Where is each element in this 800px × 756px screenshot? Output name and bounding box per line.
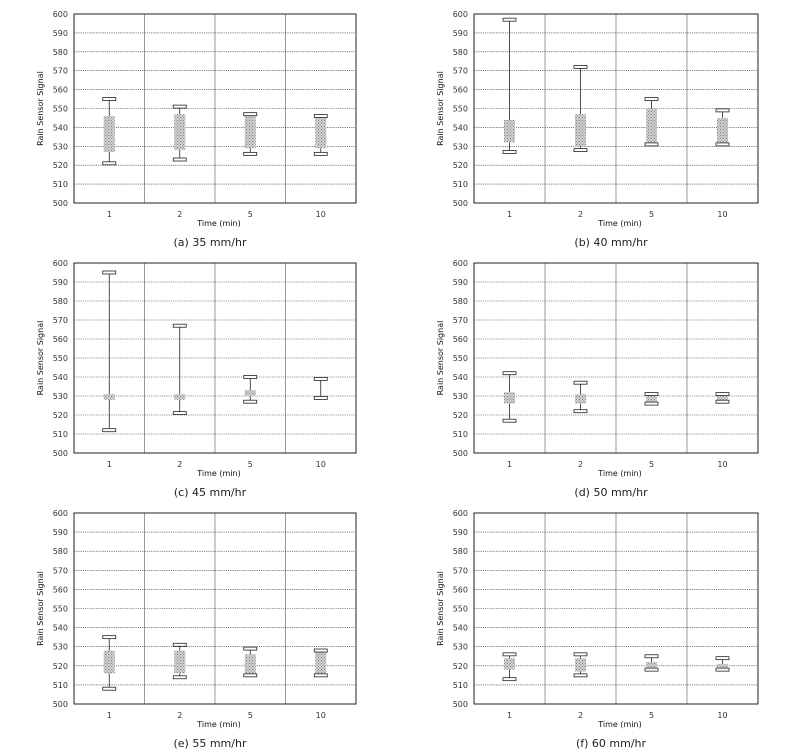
y-tick-label: 540 [52, 123, 68, 133]
box-body [104, 651, 115, 674]
y-tick-label: 520 [52, 161, 68, 171]
box-1 [103, 636, 116, 691]
min-cap [314, 396, 327, 399]
max-cap [716, 109, 729, 112]
panel-caption: (e) 55 mm/hr [173, 737, 247, 750]
y-axis-label: Rain Sensor Signal [36, 571, 45, 646]
x-tick-label: 1 [106, 460, 112, 469]
y-tick-label: 600 [452, 10, 468, 19]
y-tick-label: 520 [52, 411, 68, 420]
y-tick-label: 550 [452, 354, 468, 363]
max-cap [314, 377, 327, 380]
max-cap [173, 324, 186, 327]
y-tick-label: 510 [452, 180, 468, 190]
box-body [575, 658, 586, 671]
box-10 [314, 649, 327, 677]
panel-caption: (f) 60 mm/hr [575, 737, 647, 750]
x-tick-label: 1 [506, 460, 513, 469]
x-tick-label: 5 [648, 460, 655, 469]
y-tick-label: 600 [52, 10, 68, 19]
min-cap [716, 143, 729, 146]
box-1 [503, 18, 516, 153]
max-cap [574, 653, 587, 656]
min-cap [244, 400, 257, 403]
max-cap [314, 649, 327, 652]
box-body [717, 118, 728, 143]
y-tick-label: 570 [52, 66, 68, 76]
max-cap [645, 98, 658, 101]
max-cap [244, 647, 257, 650]
y-tick-label: 530 [452, 142, 468, 152]
x-axis-label: Time (min) [197, 469, 241, 478]
x-axis-label: Time (min) [598, 219, 642, 228]
max-cap [574, 381, 587, 384]
min-cap [503, 419, 516, 422]
box-5 [645, 393, 658, 406]
box-10 [716, 109, 729, 146]
y-tick-label: 590 [52, 28, 68, 38]
box-2 [173, 643, 186, 678]
max-cap [244, 376, 257, 379]
box-5 [244, 376, 257, 404]
box-body [245, 114, 256, 148]
box-2 [574, 381, 587, 413]
box-10 [314, 377, 327, 399]
y-tick-label: 540 [452, 623, 468, 633]
y-tick-label: 580 [452, 47, 468, 57]
box-5 [645, 98, 658, 146]
y-tick-label: 570 [452, 316, 468, 325]
y-axis-label: Rain Sensor Signal [36, 320, 45, 396]
max-cap [103, 636, 116, 639]
max-cap [314, 115, 327, 118]
y-tick-label: 530 [52, 642, 68, 652]
min-cap [645, 143, 658, 146]
y-tick-label: 590 [452, 278, 468, 287]
chart-panel-5 [36, 509, 356, 750]
panel-caption: (a) 35 mm/hr [173, 236, 247, 249]
min-cap [503, 150, 516, 153]
y-tick-label: 540 [52, 623, 68, 633]
box-body [104, 394, 115, 400]
min-cap [244, 152, 257, 155]
y-tick-label: 600 [452, 259, 468, 268]
x-tick-label: 1 [106, 210, 112, 219]
y-tick-label: 550 [52, 604, 68, 614]
x-tick-label: 1 [106, 711, 112, 720]
y-axis-label: Rain Sensor Signal [436, 71, 445, 146]
y-tick-label: 530 [452, 642, 468, 652]
min-cap [645, 402, 658, 405]
box-1 [503, 653, 516, 681]
x-tick-label: 2 [577, 460, 584, 469]
chart-panel-4 [436, 259, 758, 499]
y-tick-label: 500 [52, 700, 68, 709]
y-tick-label: 570 [52, 316, 68, 325]
x-axis-label: Time (min) [197, 219, 241, 228]
y-tick-label: 590 [52, 528, 68, 538]
y-axis-label: Rain Sensor Signal [436, 320, 445, 396]
y-tick-label: 500 [452, 199, 468, 208]
y-tick-label: 560 [52, 335, 68, 344]
x-tick-label: 10 [717, 460, 728, 469]
y-tick-label: 550 [52, 354, 68, 363]
x-axis-label: Time (min) [197, 720, 241, 729]
y-tick-label: 530 [52, 392, 68, 401]
min-cap [173, 412, 186, 415]
box-body [245, 390, 256, 396]
x-axis-label: Time (min) [598, 720, 642, 729]
y-tick-label: 580 [52, 297, 68, 306]
x-tick-label: 2 [177, 210, 183, 219]
max-cap [503, 372, 516, 375]
max-cap [645, 393, 658, 396]
y-tick-label: 560 [452, 335, 468, 344]
max-cap [244, 113, 257, 116]
max-cap [503, 18, 516, 21]
max-cap [173, 643, 186, 646]
min-cap [244, 674, 257, 677]
x-tick-label: 10 [315, 460, 326, 469]
y-tick-label: 600 [452, 509, 468, 518]
y-tick-label: 510 [452, 430, 468, 439]
x-tick-label: 10 [717, 711, 728, 720]
x-tick-label: 5 [247, 711, 253, 720]
y-tick-label: 580 [452, 547, 468, 557]
y-tick-label: 600 [52, 509, 68, 518]
y-tick-label: 570 [452, 66, 468, 76]
box-10 [314, 115, 327, 156]
x-tick-label: 5 [648, 711, 655, 720]
y-tick-label: 560 [452, 585, 468, 595]
y-tick-label: 520 [452, 161, 468, 171]
y-tick-label: 540 [452, 373, 468, 382]
y-tick-label: 510 [52, 680, 68, 690]
min-cap [503, 678, 516, 681]
box-1 [103, 271, 116, 432]
x-tick-label: 10 [717, 210, 728, 219]
min-cap [716, 400, 729, 403]
min-cap [314, 152, 327, 155]
min-cap [103, 687, 116, 690]
min-cap [645, 668, 658, 671]
y-tick-label: 560 [52, 585, 68, 595]
y-tick-label: 500 [52, 199, 68, 208]
y-tick-label: 520 [452, 411, 468, 420]
x-tick-label: 2 [577, 210, 584, 219]
box-2 [173, 324, 186, 414]
y-tick-label: 580 [52, 547, 68, 557]
max-cap [503, 653, 516, 656]
y-tick-label: 560 [52, 85, 68, 95]
x-tick-label: 5 [247, 210, 253, 219]
y-tick-label: 600 [52, 259, 68, 268]
max-cap [716, 657, 729, 660]
y-tick-label: 510 [52, 430, 68, 439]
y-tick-label: 550 [452, 104, 468, 114]
y-axis-label: Rain Sensor Signal [436, 571, 445, 646]
y-tick-label: 520 [52, 661, 68, 671]
min-cap [103, 429, 116, 432]
max-cap [716, 393, 729, 396]
y-tick-label: 570 [52, 566, 68, 576]
x-tick-label: 2 [577, 711, 584, 720]
min-cap [716, 668, 729, 671]
y-tick-label: 590 [452, 528, 468, 538]
x-tick-label: 10 [315, 711, 326, 720]
y-tick-label: 540 [452, 123, 468, 133]
x-tick-label: 10 [315, 210, 326, 219]
y-tick-label: 530 [452, 392, 468, 401]
x-tick-label: 5 [648, 210, 655, 219]
chart-panel-6 [436, 509, 758, 750]
y-tick-label: 510 [52, 180, 68, 190]
box-5 [645, 655, 658, 671]
y-tick-label: 580 [452, 297, 468, 306]
max-cap [103, 271, 116, 274]
panel-caption: (c) 45 mm/hr [173, 486, 247, 499]
min-cap [314, 674, 327, 677]
box-10 [716, 657, 729, 671]
min-cap [173, 676, 186, 679]
y-tick-label: 500 [452, 700, 468, 709]
max-cap [574, 65, 587, 68]
box-body [245, 654, 256, 673]
box-body [315, 116, 326, 148]
box-body [504, 392, 515, 403]
box-body [646, 109, 657, 143]
chart-panel-1 [36, 10, 356, 249]
min-cap [173, 158, 186, 161]
x-tick-label: 5 [247, 460, 253, 469]
min-cap [574, 149, 587, 152]
min-cap [574, 410, 587, 413]
x-tick-label: 2 [177, 711, 183, 720]
box-body [575, 114, 586, 146]
y-tick-label: 520 [452, 661, 468, 671]
y-tick-label: 500 [52, 449, 68, 458]
y-tick-label: 530 [52, 142, 68, 152]
box-body [315, 652, 326, 673]
y-tick-label: 590 [52, 278, 68, 287]
max-cap [173, 105, 186, 108]
box-1 [503, 372, 516, 423]
y-tick-label: 550 [452, 604, 468, 614]
box-body [174, 651, 185, 674]
box-body [174, 394, 185, 400]
max-cap [103, 98, 116, 101]
y-tick-label: 510 [452, 680, 468, 690]
x-tick-label: 1 [506, 210, 513, 219]
y-tick-label: 590 [452, 28, 468, 38]
box-5 [244, 113, 257, 156]
x-tick-label: 2 [177, 460, 183, 469]
panel-caption: (d) 50 mm/hr [574, 486, 648, 499]
box-body [504, 658, 515, 669]
box-body [504, 120, 515, 143]
panel-caption: (b) 40 mm/hr [574, 236, 648, 249]
y-tick-label: 570 [452, 566, 468, 576]
y-tick-label: 560 [452, 85, 468, 95]
box-2 [574, 653, 587, 677]
y-tick-label: 500 [452, 449, 468, 458]
max-cap [645, 655, 658, 658]
min-cap [574, 674, 587, 677]
box-body [174, 114, 185, 150]
y-axis-label: Rain Sensor Signal [36, 71, 45, 146]
y-tick-label: 580 [52, 47, 68, 57]
chart-panel-2 [436, 10, 758, 249]
box-5 [244, 647, 257, 677]
x-tick-label: 1 [506, 711, 513, 720]
box-1 [103, 98, 116, 165]
box-body [104, 116, 115, 152]
box-2 [173, 105, 186, 161]
chart-panel-3 [36, 259, 356, 499]
x-axis-label: Time (min) [598, 469, 642, 478]
box-10 [716, 393, 729, 404]
y-tick-label: 540 [52, 373, 68, 382]
y-tick-label: 550 [52, 104, 68, 114]
box-body [575, 394, 586, 404]
min-cap [103, 162, 116, 165]
